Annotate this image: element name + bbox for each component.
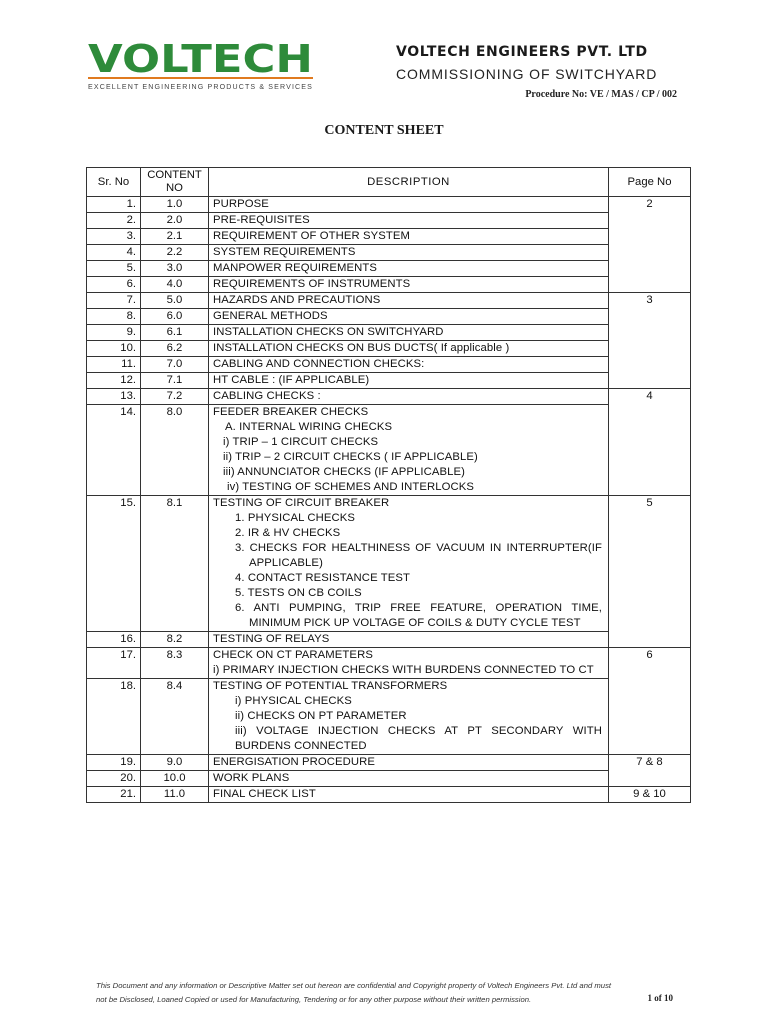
description-cell (209, 293, 609, 309)
content-no-cell: 8.4 (141, 679, 209, 755)
description-cell (209, 787, 609, 803)
content-table (86, 167, 691, 803)
description-title: TESTING OF RELAYS (213, 633, 330, 645)
description-title: HAZARDS AND PRECAUTIONS (213, 294, 381, 306)
description-cell (209, 632, 609, 648)
content-no-cell: 6.1 (141, 325, 209, 341)
footer-line-2: not be Disclosed, Loaned Copied or used for Manufacturing, Tendering or for any other purpose without their written permission. (96, 995, 532, 1004)
description-cell (209, 755, 609, 771)
description-title: WORK PLANS (213, 772, 290, 784)
sr-no-cell: 15. (87, 496, 141, 632)
description-cell (209, 341, 609, 357)
header-sr-no: Sr. No (87, 168, 141, 197)
table-row (87, 245, 691, 261)
sr-no-cell: 7. (87, 293, 141, 309)
description-title: SYSTEM REQUIREMENTS (213, 246, 356, 258)
sr-no-cell: 14. (87, 405, 141, 496)
table-row (87, 632, 691, 648)
description-subitem: ii) CHECKS ON PT PARAMETER (235, 710, 407, 722)
table-row (87, 405, 691, 496)
page-no-cell: 3 (609, 293, 691, 389)
table-row (87, 648, 691, 679)
sr-no-cell: 18. (87, 679, 141, 755)
logo-tagline: EXCELLENT ENGINEERING PRODUCTS & SERVICES (88, 82, 313, 91)
description-subitem: ii) TRIP – 2 CIRCUIT CHECKS ( IF APPLICABLE) (223, 451, 478, 463)
description-cell (209, 213, 609, 229)
content-no-cell: 7.0 (141, 357, 209, 373)
content-no-cell: 2.2 (141, 245, 209, 261)
description-subitem: iii) ANNUNCIATOR CHECKS (IF APPLICABLE) (223, 466, 466, 478)
content-no-cell: 5.0 (141, 293, 209, 309)
sr-no-cell: 12. (87, 373, 141, 389)
content-no-cell: 3.0 (141, 261, 209, 277)
description-subitem: i) PHYSICAL CHECKS (235, 695, 352, 707)
content-no-cell: 2.1 (141, 229, 209, 245)
description-title: INSTALLATION CHECKS ON BUS DUCTS( If applicable ) (213, 342, 510, 354)
description-title: ENERGISATION PROCEDURE (213, 756, 376, 768)
content-no-cell: 4.0 (141, 277, 209, 293)
description-cell (209, 277, 609, 293)
description-subitem: 1. PHYSICAL CHECKS (235, 512, 356, 524)
table-row (87, 771, 691, 787)
table-row (87, 213, 691, 229)
description-cell (209, 496, 609, 632)
table-row (87, 357, 691, 373)
description-cell (209, 245, 609, 261)
description-subitem: A. INTERNAL WIRING CHECKS (225, 421, 393, 433)
sr-no-cell: 10. (87, 341, 141, 357)
content-no-cell: 11.0 (141, 787, 209, 803)
content-no-cell: 8.1 (141, 496, 209, 632)
page-no-cell: 4 (609, 389, 691, 496)
description-cell (209, 771, 609, 787)
description-title: TESTING OF CIRCUIT BREAKER (213, 497, 390, 509)
description-title: CHECK ON CT PARAMETERS (213, 649, 373, 661)
description-cell (209, 229, 609, 245)
table-row (87, 679, 691, 755)
procedure-number: Procedure No: VE / MAS / CP / 002 (525, 89, 677, 100)
sr-no-cell: 4. (87, 245, 141, 261)
page-no-cell: 2 (609, 197, 691, 293)
header-description: DESCRIPTION (209, 168, 609, 197)
description-cell (209, 325, 609, 341)
description-subitem: 3. CHECKS FOR HEALTHINESS OF VACUUM IN INTERRUPTER(IF APPLICABLE) (235, 542, 602, 569)
description-subitem: iii) VOLTAGE INJECTION CHECKS AT PT SECONDARY WITH BURDENS CONNECTED (235, 725, 602, 752)
description-title: PRE-REQUISITES (213, 214, 310, 226)
content-no-cell: 7.2 (141, 389, 209, 405)
description-cell (209, 197, 609, 213)
table-header-row (87, 168, 691, 197)
description-title: PURPOSE (213, 198, 269, 210)
description-title: REQUIREMENT OF OTHER SYSTEM (213, 230, 411, 242)
description-title: MANPOWER REQUIREMENTS (213, 262, 378, 274)
sr-no-cell: 8. (87, 309, 141, 325)
document-subtitle: COMMISSIONING OF SWITCHYARD (396, 66, 658, 82)
table-row (87, 373, 691, 389)
table-row (87, 229, 691, 245)
sr-no-cell: 3. (87, 229, 141, 245)
sr-no-cell: 13. (87, 389, 141, 405)
description-subitem: iv) TESTING OF SCHEMES AND INTERLOCKS (227, 481, 475, 493)
sr-no-cell: 6. (87, 277, 141, 293)
description-cell (209, 357, 609, 373)
content-no-cell: 6.2 (141, 341, 209, 357)
description-title: FEEDER BREAKER CHECKS (213, 406, 369, 418)
description-cell (209, 679, 609, 755)
header-page-no: Page No (609, 168, 691, 197)
confidentiality-notice (96, 979, 686, 1007)
company-logo (88, 40, 314, 94)
content-no-cell: 8.0 (141, 405, 209, 496)
page-title: CONTENT SHEET (324, 123, 444, 138)
page-no-cell: 9 & 10 (609, 787, 691, 803)
sr-no-cell: 16. (87, 632, 141, 648)
logo-wordmark: VOLTECH (88, 40, 313, 81)
table-row (87, 341, 691, 357)
sr-no-cell: 11. (87, 357, 141, 373)
page-no-cell: 7 & 8 (609, 755, 691, 787)
description-cell (209, 261, 609, 277)
description-subitem: 5. TESTS ON CB COILS (235, 587, 362, 599)
description-subitem: 6. ANTI PUMPING, TRIP FREE FEATURE, OPERATION TIME, MINIMUM PICK UP VOLTAGE OF COILS & DUTY CYCLE TEST (235, 602, 602, 629)
page-no-cell: 5 (609, 496, 691, 648)
table-row (87, 389, 691, 405)
description-cell (209, 405, 609, 496)
sr-no-cell: 2. (87, 213, 141, 229)
table-row (87, 325, 691, 341)
content-no-cell: 8.3 (141, 648, 209, 679)
sr-no-cell: 1. (87, 197, 141, 213)
content-no-cell: 1.0 (141, 197, 209, 213)
page-number: 1 of 10 (647, 993, 673, 1003)
table-row (87, 197, 691, 213)
table-row (87, 293, 691, 309)
description-title: CABLING CHECKS : (213, 390, 321, 402)
table-row (87, 755, 691, 771)
description-subitem: i) PRIMARY INJECTION CHECKS WITH BURDENS CONNECTED TO CT (213, 664, 594, 676)
description-title: FINAL CHECK LIST (213, 788, 316, 800)
description-title: CABLING AND CONNECTION CHECKS: (213, 358, 425, 370)
description-cell (209, 309, 609, 325)
footer-line-1: This Document and any information or Descriptive Matter set out hereon are confidential and Copyright property of Voltech Engineers Pvt. Ltd and must (96, 981, 612, 990)
sr-no-cell: 17. (87, 648, 141, 679)
description-cell (209, 389, 609, 405)
description-title: TESTING OF POTENTIAL TRANSFORMERS (213, 680, 448, 692)
description-subitem: 2. IR & HV CHECKS (235, 527, 341, 539)
description-title: HT CABLE : (IF APPLICABLE) (213, 374, 370, 386)
description-title: GENERAL METHODS (213, 310, 328, 322)
table-row (87, 277, 691, 293)
content-no-cell: 9.0 (141, 755, 209, 771)
sr-no-cell: 20. (87, 771, 141, 787)
description-cell (209, 648, 609, 679)
content-no-cell: 7.1 (141, 373, 209, 389)
sr-no-cell: 21. (87, 787, 141, 803)
description-title: INSTALLATION CHECKS ON SWITCHYARD (213, 326, 444, 338)
table-row (87, 496, 691, 632)
header-content-no: CONTENT NO (141, 168, 209, 197)
page-no-cell: 6 (609, 648, 691, 755)
content-no-cell: 2.0 (141, 213, 209, 229)
table-row (87, 787, 691, 803)
description-title: REQUIREMENTS OF INSTRUMENTS (213, 278, 411, 290)
content-no-cell: 8.2 (141, 632, 209, 648)
sr-no-cell: 9. (87, 325, 141, 341)
table-row (87, 261, 691, 277)
table-body (87, 197, 691, 803)
sr-no-cell: 19. (87, 755, 141, 771)
description-cell (209, 373, 609, 389)
company-name: VOLTECH ENGINEERS PVT. LTD (396, 44, 648, 60)
content-no-cell: 10.0 (141, 771, 209, 787)
content-no-cell: 6.0 (141, 309, 209, 325)
table-row (87, 309, 691, 325)
description-subitem: i) TRIP – 1 CIRCUIT CHECKS (223, 436, 379, 448)
description-subitem: 4. CONTACT RESISTANCE TEST (235, 572, 411, 584)
sr-no-cell: 5. (87, 261, 141, 277)
voltech-logo-mark (88, 40, 314, 94)
